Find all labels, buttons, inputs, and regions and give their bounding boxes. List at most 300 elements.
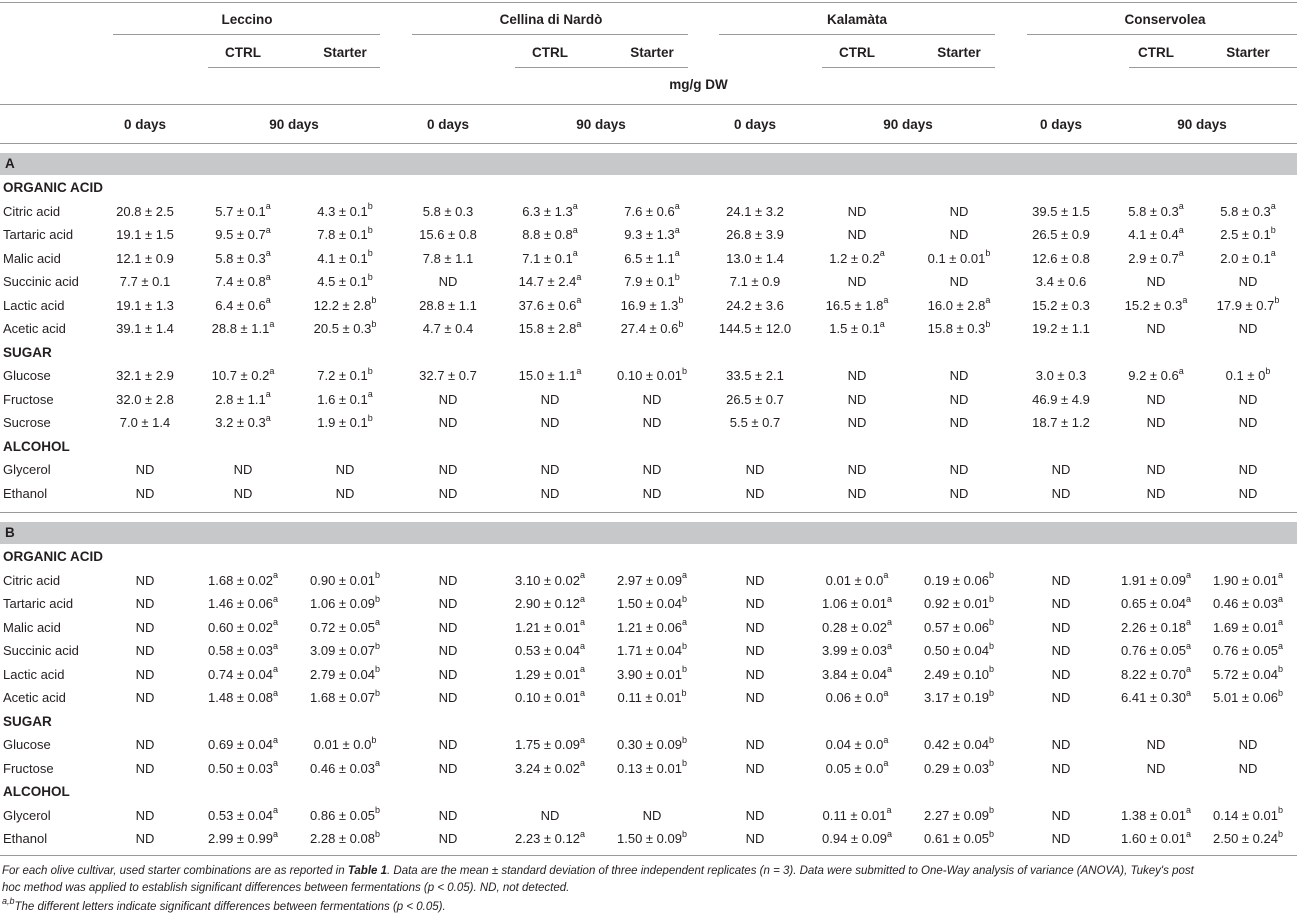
cell-value: 0.29 ± 0.03 — [924, 760, 989, 776]
significance-letter: a — [1185, 687, 1191, 698]
cell-value: ND — [1051, 690, 1071, 705]
cell-value: ND — [233, 485, 253, 501]
table-cell — [592, 664, 712, 682]
cell-value: ND — [745, 690, 765, 705]
cell-value: 3.0 ± 0.3 — [1035, 368, 1087, 383]
significance-letter: b — [674, 271, 680, 282]
significance-letter: a — [579, 593, 585, 604]
cell-value: 7.8 ± 1.1 — [422, 250, 474, 266]
significance-letter: a — [272, 734, 278, 745]
significance-letter: a — [272, 617, 278, 628]
cultivar-rule — [113, 34, 380, 35]
cell-value: 24.1 ± 3.2 — [726, 203, 784, 219]
table-cell — [592, 416, 712, 429]
cell-value: 0.92 ± 0.01 — [924, 596, 989, 611]
cell-value: ND — [1238, 321, 1258, 336]
significance-letter: b — [371, 318, 377, 329]
cell-value: 0.04 ± 0.0 — [825, 737, 884, 752]
table-cell — [1188, 593, 1297, 611]
significance-letter: b — [374, 805, 380, 816]
cell-value: 1.38 ± 0.01 — [1121, 807, 1186, 823]
table-cell — [285, 664, 405, 682]
significance-letter: b — [1274, 295, 1280, 306]
cell-value: 24.2 ± 3.6 — [726, 297, 784, 313]
row-label: Tartaric acid — [3, 227, 74, 242]
table-cell — [1188, 322, 1297, 335]
treatment-header: Starter — [937, 45, 981, 60]
significance-letter: a — [265, 248, 271, 259]
cell-value: 18.7 ± 1.2 — [1032, 415, 1090, 430]
significance-letter: b — [988, 828, 994, 839]
significance-letter: a — [1178, 248, 1184, 259]
cell-value: ND — [949, 274, 969, 289]
significance-letter: a — [572, 248, 578, 259]
cell-value: 6.4 ± 0.6 — [215, 297, 266, 313]
cell-value: 5.8 ± 0.3 — [1128, 203, 1179, 219]
cell-value: 5.8 ± 0.3 — [422, 203, 474, 219]
significance-letter: b — [367, 412, 373, 423]
cell-value: 39.5 ± 1.5 — [1032, 203, 1090, 219]
significance-letter: a — [579, 828, 585, 839]
significance-letter: b — [371, 734, 377, 745]
significance-letter: a — [272, 687, 278, 698]
cell-value: 1.5 ± 0.1 — [829, 321, 880, 336]
cell-value: 0.50 ± 0.04 — [924, 643, 989, 658]
cell-value: 1.06 ± 0.09 — [310, 596, 375, 611]
table-cell — [1188, 640, 1297, 658]
treatment-header: CTRL — [225, 45, 261, 60]
row-label: Lactic acid — [3, 666, 65, 682]
cell-value: ND — [135, 831, 155, 846]
cultivar-header: Kalamàta — [826, 12, 888, 27]
cultivar-header: Conservolea — [1124, 12, 1206, 27]
time-header-90-days: 90 days — [883, 117, 933, 132]
time-header-0-days: 0 days — [733, 117, 777, 132]
significance-letter: a — [886, 805, 892, 816]
row-label: Lactic acid — [3, 297, 65, 313]
cell-value: ND — [745, 485, 765, 501]
cell-value: 0.46 ± 0.03 — [310, 760, 375, 776]
cell-value: ND — [540, 485, 560, 501]
cell-value: 4.1 ± 0.1 — [317, 250, 368, 266]
cell-value: 7.7 ± 0.1 — [119, 274, 171, 289]
significance-letter: a — [265, 201, 271, 212]
treatment-rule — [208, 67, 380, 68]
row-label: Glucose — [3, 368, 51, 383]
cell-value: ND — [1051, 643, 1071, 658]
row-label: Citric acid — [3, 203, 61, 219]
significance-letter: a — [1277, 640, 1283, 651]
table-cell — [592, 570, 712, 588]
cell-value: 16.0 ± 2.8 — [927, 297, 986, 313]
cell-value: 19.1 ± 1.5 — [116, 227, 174, 242]
table-cell — [285, 295, 405, 313]
cell-value: ND — [540, 807, 560, 823]
cell-value: 12.1 ± 0.9 — [116, 250, 174, 266]
footnote-text: The different letters indicate significant differences between fermentations (p < 0.05). — [14, 901, 446, 913]
row-label: Citric acid — [3, 572, 61, 588]
cell-value: 28.8 ± 1.1 — [419, 297, 477, 313]
significance-letter: a — [576, 271, 582, 282]
cell-value: 2.27 ± 0.09 — [924, 807, 989, 823]
cell-value: ND — [438, 572, 458, 588]
row-label: Fructose — [3, 760, 54, 776]
significance-letter: b — [367, 365, 373, 376]
cell-value: 1.50 ± 0.04 — [617, 596, 682, 611]
table-cell — [285, 365, 405, 383]
cell-value: 1.29 ± 0.01 — [515, 666, 580, 682]
table-cell — [592, 295, 712, 313]
cell-value: 37.6 ± 0.6 — [518, 297, 577, 313]
table-cell — [592, 687, 712, 705]
cell-value: 0.53 ± 0.04 — [515, 643, 580, 658]
cell-value: ND — [1051, 485, 1071, 501]
cell-value: ND — [1051, 619, 1071, 635]
significance-letter: b — [367, 248, 373, 259]
cell-value: ND — [949, 227, 969, 242]
significance-letter: a — [1185, 805, 1191, 816]
cell-value: ND — [438, 690, 458, 705]
treatment-header: CTRL — [1138, 45, 1174, 60]
group-title: ORGANIC ACID — [3, 549, 103, 564]
table-cell — [592, 809, 712, 822]
cell-value: 1.75 ± 0.09 — [515, 737, 580, 752]
table-cell — [285, 640, 405, 658]
cell-value: 6.5 ± 1.1 — [624, 250, 675, 266]
cell-value: 9.5 ± 0.7 — [215, 227, 266, 242]
table-cell — [1188, 416, 1297, 429]
cell-value: ND — [949, 462, 969, 477]
cell-value: 4.3 ± 0.1 — [317, 203, 368, 219]
table-cell — [285, 805, 405, 823]
cell-value: 26.5 ± 0.9 — [1032, 227, 1090, 242]
cell-value: 15.6 ± 0.8 — [419, 227, 477, 242]
table-cell — [1188, 687, 1297, 705]
cell-value: ND — [642, 462, 662, 477]
cell-value: 0.65 ± 0.04 — [1121, 596, 1186, 611]
significance-letter: a — [367, 389, 373, 400]
cell-value: 1.2 ± 0.2 — [829, 250, 880, 266]
significance-letter: a — [886, 617, 892, 628]
cell-value: ND — [745, 462, 765, 477]
table-cell — [285, 389, 405, 407]
row-label: Sucrose — [3, 415, 51, 430]
cell-value: 3.10 ± 0.02 — [515, 572, 580, 588]
significance-letter: a — [1277, 570, 1283, 581]
significance-letter: a — [886, 828, 892, 839]
cell-value: ND — [847, 227, 867, 242]
table-cell — [285, 617, 405, 635]
cell-value: ND — [745, 737, 765, 752]
cell-value: ND — [949, 368, 969, 383]
table-cell — [1188, 463, 1297, 476]
cell-value: 1.60 ± 0.01 — [1121, 831, 1186, 846]
cell-value: 0.72 ± 0.05 — [310, 619, 375, 635]
significance-letter: a — [883, 734, 889, 745]
cell-value: ND — [745, 619, 765, 635]
significance-letter: b — [374, 828, 380, 839]
section-label: A — [5, 156, 15, 171]
cell-value: 7.9 ± 0.1 — [624, 274, 675, 289]
table-cell — [285, 687, 405, 705]
cell-value: ND — [1051, 807, 1071, 823]
cell-value: 16.5 ± 1.8 — [825, 297, 884, 313]
cell-value: ND — [135, 462, 155, 477]
cell-value: 12.6 ± 0.8 — [1032, 250, 1090, 266]
significance-letter: a — [272, 664, 278, 675]
cell-value: ND — [745, 643, 765, 658]
cell-value: 1.71 ± 0.04 — [617, 643, 682, 658]
cell-value: ND — [540, 462, 560, 477]
cell-value: 0.86 ± 0.05 — [310, 807, 375, 823]
cell-value: 7.8 ± 0.1 — [317, 227, 368, 242]
significance-letter: b — [988, 570, 994, 581]
table-cell — [285, 224, 405, 242]
significance-letter: b — [1265, 365, 1271, 376]
cell-value: 3.4 ± 0.6 — [1035, 274, 1087, 289]
cell-value: 1.06 ± 0.01 — [822, 596, 887, 611]
treatment-header: Starter — [323, 45, 367, 60]
cell-value: 9.2 ± 0.6 — [1128, 368, 1179, 383]
cell-value: 0.74 ± 0.04 — [208, 666, 273, 682]
row-label: Glycerol — [3, 807, 51, 823]
significance-letter: a — [272, 640, 278, 651]
cell-value: ND — [1051, 462, 1071, 477]
cell-value: ND — [1146, 462, 1166, 477]
time-header-0-days: 0 days — [426, 117, 470, 132]
cell-value: 5.01 ± 0.06 — [1213, 690, 1278, 705]
cell-value: 0.94 ± 0.09 — [822, 831, 887, 846]
significance-letter: a — [374, 758, 380, 769]
cell-value: ND — [1051, 760, 1071, 776]
cell-value: 0.69 ± 0.04 — [208, 737, 273, 752]
cell-value: ND — [438, 666, 458, 682]
cell-value: ND — [438, 485, 458, 501]
significance-letter: b — [681, 687, 687, 698]
cell-value: 1.21 ± 0.06 — [617, 619, 682, 635]
significance-letter: a — [1277, 593, 1283, 604]
cell-value: ND — [1051, 572, 1071, 588]
cell-value: 26.8 ± 3.9 — [726, 227, 784, 242]
cell-value: 0.58 ± 0.03 — [208, 643, 273, 658]
cell-value: 5.5 ± 0.7 — [729, 415, 781, 430]
cell-value: 0.61 ± 0.05 — [924, 831, 989, 846]
cell-value: ND — [847, 415, 867, 430]
cell-value: ND — [335, 462, 355, 477]
cell-value: ND — [438, 737, 458, 752]
cell-value: 7.4 ± 0.8 — [215, 274, 266, 289]
cell-value: 0.14 ± 0.01 — [1213, 807, 1278, 823]
significance-letter: a — [579, 664, 585, 675]
significance-letter: b — [681, 734, 687, 745]
cell-value: ND — [1051, 666, 1071, 682]
table-cell — [285, 248, 405, 266]
significance-letter: b — [681, 828, 687, 839]
significance-letter: a — [883, 758, 889, 769]
cultivar-header: Cellina di Nardò — [499, 12, 603, 27]
significance-letter: a — [1277, 617, 1283, 628]
table-cell — [285, 318, 405, 336]
cell-value: ND — [1238, 485, 1258, 501]
section-band — [0, 153, 1297, 175]
cell-value: 5.7 ± 0.1 — [215, 203, 266, 219]
cultivar-rule — [412, 34, 688, 35]
cell-value: 0.76 ± 0.05 — [1121, 643, 1186, 658]
significance-letter: b — [988, 758, 994, 769]
table-cell — [592, 593, 712, 611]
significance-letter: b — [988, 664, 994, 675]
significance-letter: b — [1277, 687, 1283, 698]
cell-value: 144.5 ± 12.0 — [718, 321, 792, 336]
footnote-line-1 — [2, 866, 1194, 878]
table-cell — [285, 828, 405, 846]
significance-letter: a — [1185, 640, 1191, 651]
significance-letter: b — [988, 617, 994, 628]
significance-letter: b — [367, 201, 373, 212]
cell-value: ND — [1238, 462, 1258, 477]
table-cell — [592, 463, 712, 476]
cell-value: ND — [745, 831, 765, 846]
cell-value: 16.9 ± 1.3 — [620, 297, 679, 313]
cell-value: 3.09 ± 0.07 — [310, 643, 375, 658]
cell-value: ND — [1146, 321, 1166, 336]
treatment-rule — [515, 67, 688, 68]
cell-value: ND — [135, 643, 155, 658]
significance-letter: a — [674, 224, 680, 235]
significance-letter: a — [579, 734, 585, 745]
cell-value: 15.2 ± 0.3 — [1032, 297, 1090, 313]
significance-letter: a — [579, 687, 585, 698]
treatment-header: Starter — [630, 45, 674, 60]
treatment-rule — [822, 67, 995, 68]
significance-letter: a — [272, 758, 278, 769]
cell-value: ND — [135, 807, 155, 823]
table-cell — [1188, 365, 1297, 383]
cell-value: 13.0 ± 1.4 — [726, 250, 784, 266]
significance-letter: a — [1185, 593, 1191, 604]
subheader-rule — [0, 143, 1297, 144]
row-label: Succinic acid — [3, 643, 79, 658]
cell-value: ND — [745, 666, 765, 682]
table-cell — [1188, 617, 1297, 635]
cell-value: 9.3 ± 1.3 — [624, 227, 675, 242]
cell-value: 0.05 ± 0.0 — [825, 760, 884, 776]
cell-value: 15.8 ± 0.3 — [927, 321, 986, 336]
cell-value: 5.72 ± 0.04 — [1213, 666, 1278, 682]
cell-value: 2.79 ± 0.04 — [310, 666, 375, 682]
cell-value: ND — [135, 737, 155, 752]
cell-value: 0.28 ± 0.02 — [822, 619, 887, 635]
table-cell — [1188, 805, 1297, 823]
significance-letter: a — [272, 570, 278, 581]
table-cell — [1188, 738, 1297, 751]
section-label: B — [5, 525, 15, 540]
significance-letter: a — [576, 365, 582, 376]
time-header-90-days: 90 days — [269, 117, 319, 132]
significance-letter: b — [1277, 828, 1283, 839]
table-cell — [285, 487, 405, 500]
significance-letter: b — [988, 734, 994, 745]
cell-value: ND — [438, 391, 458, 407]
significance-letter: a — [879, 318, 885, 329]
table-cell — [1188, 295, 1297, 313]
footnote-text: For each olive cultivar, used starter combinations are as reported in — [2, 865, 348, 877]
cell-value: 0.50 ± 0.03 — [208, 760, 273, 776]
cell-value: ND — [438, 619, 458, 635]
significance-letter: a — [674, 201, 680, 212]
significance-letter: a — [681, 617, 687, 628]
row-label: Malic acid — [3, 619, 61, 635]
table-cell — [592, 271, 712, 289]
cell-value: 0.76 ± 0.05 — [1213, 643, 1278, 658]
group-title: SUGAR — [3, 344, 52, 360]
cell-value: ND — [1146, 485, 1166, 501]
group-title: SUGAR — [3, 713, 52, 729]
significance-letter: a — [985, 295, 991, 306]
table-cell — [285, 463, 405, 476]
significance-letter: a — [886, 593, 892, 604]
group-title: ALCOHOL — [3, 438, 70, 454]
significance-letter: a — [1185, 617, 1191, 628]
cell-value: 3.2 ± 0.3 — [215, 415, 266, 430]
table-cell — [592, 318, 712, 336]
cell-value: ND — [847, 391, 867, 407]
cell-value: ND — [847, 485, 867, 501]
cell-value: ND — [642, 415, 662, 430]
cell-value: ND — [745, 760, 765, 776]
significance-letter: a — [579, 617, 585, 628]
cell-value: 46.9 ± 4.9 — [1032, 391, 1090, 407]
table-cell — [1188, 570, 1297, 588]
cell-value: 0.90 ± 0.01 — [310, 572, 375, 588]
cell-value: 4.1 ± 0.4 — [1128, 227, 1179, 242]
footnote-superscript: a,b — [2, 896, 15, 907]
table-cell — [285, 412, 405, 430]
cell-value: ND — [847, 462, 867, 477]
cell-value: ND — [135, 572, 155, 588]
time-header-90-days: 90 days — [1177, 117, 1227, 132]
significance-letter: a — [265, 271, 271, 282]
cell-value: 1.91 ± 0.09 — [1121, 572, 1186, 588]
footnote-line-3 — [2, 896, 446, 914]
unit-label: mg/g DW — [669, 77, 728, 92]
footnote-table-ref[interactable]: Table 1 — [347, 865, 388, 877]
cell-value: 12.2 ± 2.8 — [313, 297, 372, 313]
significance-letter: b — [681, 664, 687, 675]
cell-value: ND — [847, 274, 867, 289]
cell-value: 2.0 ± 0.1 — [1220, 250, 1271, 266]
header-rule — [0, 104, 1297, 105]
significance-letter: a — [1178, 201, 1184, 212]
significance-letter: b — [988, 640, 994, 651]
significance-letter: b — [681, 365, 687, 376]
table-cell — [1188, 487, 1297, 500]
cultivar-rule — [1027, 34, 1297, 35]
table-cell — [592, 758, 712, 776]
cell-value: 3.99 ± 0.03 — [822, 643, 887, 658]
cell-value: 19.1 ± 1.3 — [116, 297, 174, 313]
row-label: Ethanol — [3, 831, 48, 846]
cell-value: 0.19 ± 0.06 — [924, 572, 989, 588]
significance-letter: b — [681, 640, 687, 651]
cell-value: 20.5 ± 0.3 — [313, 321, 372, 336]
significance-letter: b — [371, 295, 377, 306]
cell-value: ND — [135, 690, 155, 705]
significance-letter: a — [265, 412, 271, 423]
cell-value: 20.8 ± 2.5 — [116, 203, 174, 219]
cell-value: ND — [135, 485, 155, 501]
cell-value: 2.9 ± 0.7 — [1128, 250, 1179, 266]
